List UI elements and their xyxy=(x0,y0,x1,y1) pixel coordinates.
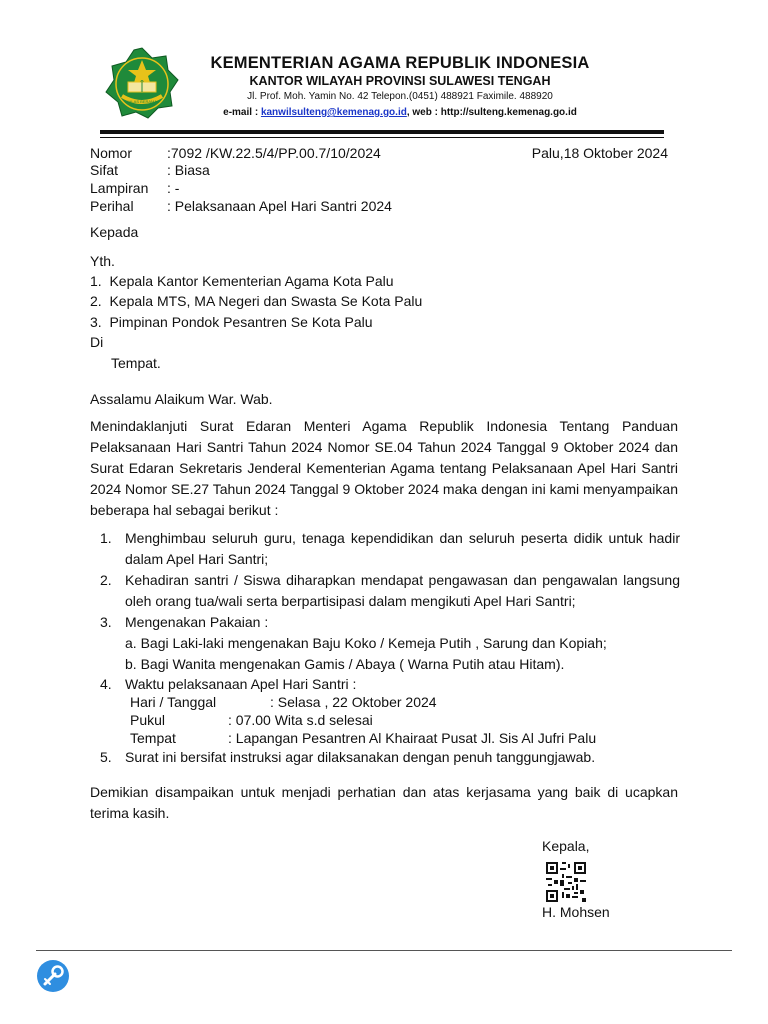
perihal-value: : Pelaksanaan Apel Hari Santri 2024 xyxy=(167,198,392,214)
sifat-value: : Biasa xyxy=(167,162,210,178)
office-address: Jl. Prof. Moh. Yamin No. 42 Telepon.(0451) 488921 Faximile. 488920 xyxy=(247,91,553,102)
web-label: , web : http://sulteng.kemenag.go.id xyxy=(406,107,577,118)
page-bottom-divider xyxy=(36,950,732,951)
yth-label: Yth. xyxy=(90,253,115,269)
di-label: Di xyxy=(90,334,104,350)
list-item: 4. Waktu pelaksanaan Apel Hari Santri : xyxy=(100,676,357,692)
dress-female: b. Bagi Wanita mengenakan Gamis / Abaya ( Warna Putih atau Hitam). xyxy=(125,656,565,672)
intro-paragraph: Menindaklanjuti Surat Edaran Menteri Agama Republik Indonesia Tentang Panduan Pelaksanaan Hari Santri Tahun 2024 Nomor SE.04 Tahun 2024 Tanggal 9 Oktober 2024 dan Surat Edaran Sekretaris Jenderal Kementerian Agama tentang Pelaksanaan Apel Hari Santri 2024 Nomor SE.27 Tahun 2024 Tanggal 9 Oktober 2024 maka dengan ini kami menyampaikan beberapa hal sebagai berikut : xyxy=(90,418,678,518)
list-item: 1. Menghimbau seluruh guru, tenaga kependidikan dan seluruh peserta didik untuk hadir dalam Apel Hari Santri; xyxy=(100,530,680,567)
kepada-label: Kepada xyxy=(90,224,139,240)
dress-male: a. Bagi Laki-laki mengenakan Baju Koko / Kemeja Putih , Sarung dan Kopiah; xyxy=(125,635,607,651)
greeting: Assalamu Alaikum War. Wab. xyxy=(90,391,273,407)
office-name: KANTOR WILAYAH PROVINSI SULAWESI TENGAH xyxy=(249,74,551,88)
signatory-name: H. Mohsen xyxy=(542,904,610,920)
letterhead-rule-thick xyxy=(100,130,664,134)
schedule-place: Tempat : Lapangan Pesantren Al Khairaat Pusat Jl. Sis Al Jufri Palu xyxy=(130,730,597,746)
ministry-name: KEMENTERIAN AGAMA REPUBLIK INDONESIA xyxy=(210,54,590,72)
recipient-item: 3. Pimpinan Pondok Pesantren Se Kota Palu xyxy=(90,314,373,330)
recipient-item: 1. Kepala Kantor Kementerian Agama Kota Palu xyxy=(90,273,394,289)
letter-date: Palu,18 Oktober 2024 xyxy=(531,145,668,161)
kemenag-logo xyxy=(104,46,180,122)
list-item: 2. Kehadiran santri / Siswa diharapkan mendapat pengawasan dan pengawalan langsung oleh orang tua/wali serta berpartisipasi dalam mengikuti Apel Hari Santri; xyxy=(100,572,680,609)
lampiran-value: : - xyxy=(167,180,180,196)
instruction-list xyxy=(100,528,680,768)
logo-motto: IKHLAS BERAMAL xyxy=(124,99,160,104)
signature-title: Kepala, xyxy=(542,838,590,854)
lampiran-label: Lampiran xyxy=(90,180,149,196)
closing-paragraph: Demikian disampaikan untuk menjadi perhatian dan atas kerjasama yang baik di ucapkan terima kasih. xyxy=(90,784,678,821)
email-label: e-mail : xyxy=(223,107,261,118)
schedule-day: Hari / Tanggal : Selasa , 22 Oktober 2024 xyxy=(130,694,437,710)
list-item: 5. Surat ini bersifat instruksi agar dilaksanakan dengan penuh tanggungjawab. xyxy=(100,749,596,765)
perihal-label: Perihal xyxy=(90,198,134,214)
list-item: 3. Mengenakan Pakaian : xyxy=(100,614,269,630)
letterhead-rule-thin xyxy=(100,137,664,138)
email-link[interactable]: kanwilsulteng@kemenag.go.id xyxy=(260,107,407,118)
nomor-value: :7092 /KW.22.5/4/PP.00.7/10/2024 xyxy=(167,145,381,161)
tempat-label: Tempat. xyxy=(111,355,161,371)
sifat-label: Sifat xyxy=(90,162,119,178)
contact-line xyxy=(180,107,620,118)
recipient-item: 2. Kepala MTS, MA Negeri dan Swasta Se Kota Palu xyxy=(90,293,423,309)
document-viewer-logo-icon[interactable] xyxy=(36,959,70,993)
qr-code-icon xyxy=(546,862,586,902)
nomor-label: Nomor xyxy=(90,145,133,161)
schedule-time: Pukul : 07.00 Wita s.d selesai xyxy=(130,712,373,728)
